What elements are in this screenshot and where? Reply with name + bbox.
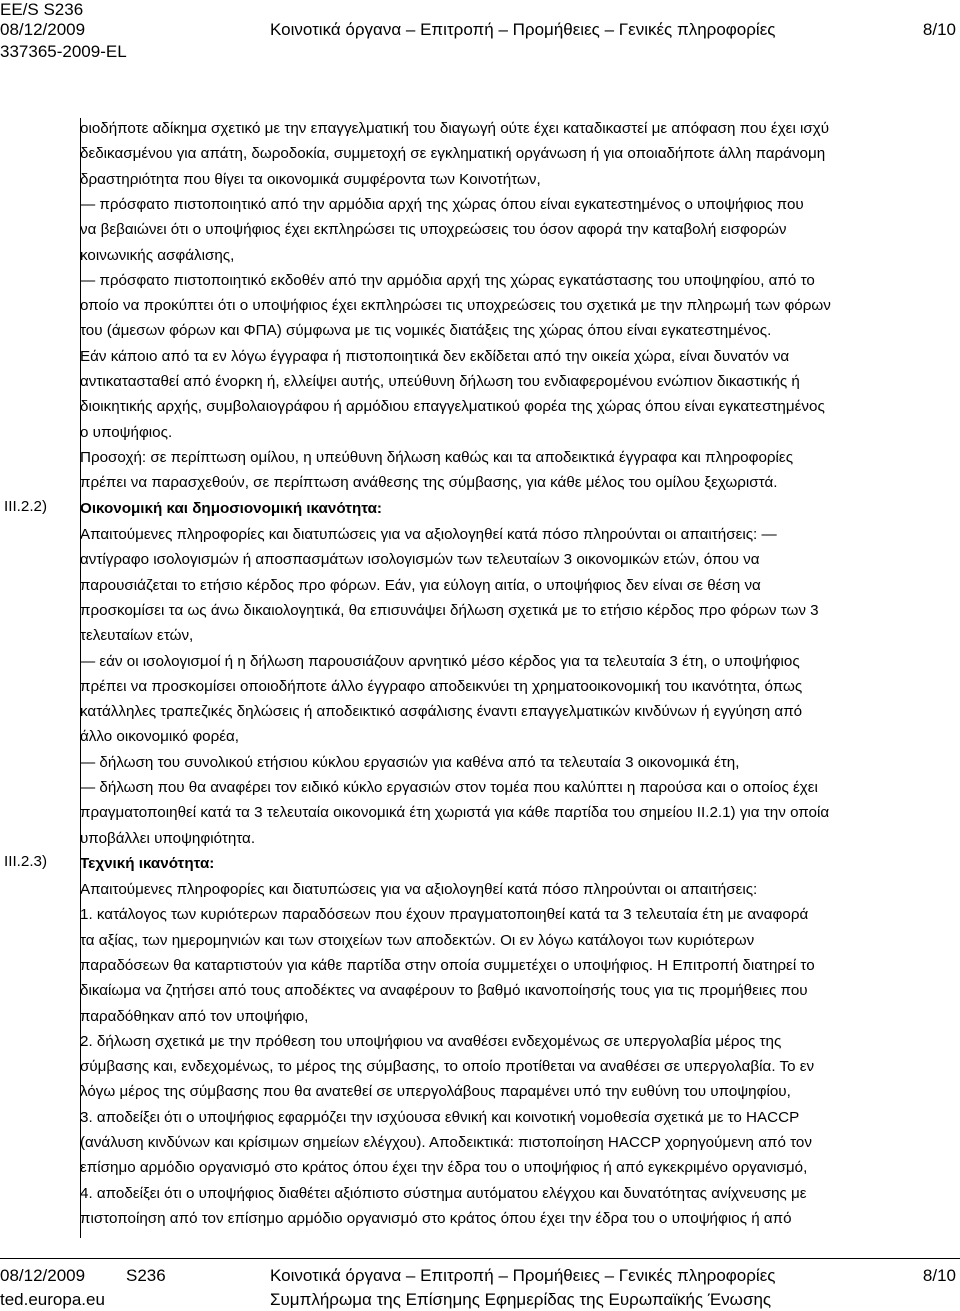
text-line: τα αξίας, των ημερομηνιών και των στοιχείων των αποδεκτών. Οι εν λόγω κατάλογοι των κυριότερων [80, 931, 755, 949]
text-line: Προσοχή: σε περίπτωση ομίλου, η υπεύθυνη δήλωση καθώς και τα αποδεικτικά έγγραφα και πληροφορίες [80, 448, 794, 466]
text-line: παραδόθηκαν από τον υποψήφιο, [80, 1007, 309, 1025]
footer-site: ted.europa.eu [0, 1290, 105, 1309]
text-line: — δήλωση που θα αναφέρει τον ειδικό κύκλο εργασιών στον τομέα που καλύπτει η παρούσα και ο οποίος έχει [80, 779, 818, 796]
text-line: λόγω μέρος της σύμβασης που θα ανατεθεί σε υπεργολάβους παραμένει υπό την ευθύνη του υποψηφίου, [80, 1083, 791, 1101]
text-line: αντίγραφο ισολογισμών ή αποσπασμάτων ισολογισμών των τελευταίων 3 οικονομικών ετών, όπου να [80, 551, 760, 569]
text-line: πρέπει να προσκομίσει οποιοδήποτε άλλο έγγραφο αποδεικνύει τη χρηματοοικονομική του ικανότητα, όπως [80, 677, 803, 695]
text-line: ο υποψήφιος. [80, 423, 173, 441]
text-line: 4. αποδείξει ότι ο υποψήφιος διαθέτει αξιόπιστο σύστημα αυτόματου ελέγχου και δυνατότητας ανίχνευσης με [80, 1184, 807, 1202]
text-line: σύμβασης και, ενδεχομένως, το μέρος της σύμβασης, το οποίο προτίθεται να αναθέσει σε υπεργολαβία. Το εν [80, 1058, 815, 1076]
text-line: τελευταίων ετών, [80, 627, 194, 645]
text-line: — πρόσφατο πιστοποιητικό από την αρμόδια αρχή της χώρας όπου είναι εγκατεστημένος ο υποψήφιος που [80, 195, 804, 213]
text-line: — δήλωση του συνολικού ετήσιου κύκλου εργασιών για καθένα από τα τελευταία 3 οικονομικά έτη, [80, 753, 740, 771]
doc-id: EE/S S236 [0, 0, 84, 19]
text-line: κοινωνικής ασφάλισης, [80, 246, 235, 264]
notice-number: 337365-2009-EL [0, 42, 127, 61]
text-line: άλλο οικονομικό φορέα, [80, 728, 240, 746]
text-line: δεδικασμένου για απάτη, δωροδοκία, συμμετοχή σε εγκληματική οργάνωση ή για οποιαδήποτε άλλη παράνομη [80, 145, 826, 163]
text-line: 1. κατάλογος των κυριότερων παραδόσεων που έχουν πραγματοποιηθεί κατά τα 3 τελευταία έτη με αναφορά [80, 906, 809, 924]
text-line: — εάν οι ισολογισμοί ή η δήλωση παρουσιάζουν αρνητικό μέσο κέρδος για τα τελευταία 3 έτη, ο υποψήφιος [80, 652, 800, 670]
text-line: πρέπει να παρασχεθούν, σε περίπτωση ανάθεσης της σύμβασης, για κάθε μέλος του ομίλου ξεχωριστά. [80, 474, 778, 492]
text-line: πιστοποίηση από τον επίσημο αρμόδιο οργανισμό στο κράτος όπου έχει την έδρα του ο υποψήφιος ή από [80, 1209, 792, 1227]
header-title: Κοινοτικά όργανα – Επιτροπή – Προμήθειες – Γενικές πληροφορίες [270, 20, 776, 39]
section-number-iii-2-3: III.2.3) [4, 853, 48, 870]
text-line: παρουσιάζεται το ετήσιο κέρδος προ φόρων. Εάν, για εύλογη αιτία, ο υποψήφιος δεν είναι σε θέση να [80, 576, 761, 594]
section-heading-financial: Οικονομική και δημοσιονομική ικανότητα: [80, 500, 382, 517]
text-line: 3. αποδείξει ότι ο υποψήφιος εφαρμόζει την ισχύουσα εθνική και κοινοτική νομοθεσία σχετικά με το HACCP [80, 1108, 800, 1126]
text-line: παραδόσεων θα καταρτιστούν για κάθε παρτίδα στην οποία συμμετέχει ο υποψήφιος. Η Επιτροπή διατηρεί το [80, 956, 815, 974]
footer-page-number: 8/10 [922, 1266, 956, 1285]
text-line: να βεβαιώνει ότι ο υποψήφιος έχει εκπληρώσει τις υποχρεώσεις του όσον αφορά την καταβολή εισφορών [80, 221, 787, 239]
text-line: διοικητικής αρχής, συμβολαιογράφου ή αρμόδιου επαγγελματικού φορέα της χώρας όπου είναι εγκατεστημένος [80, 398, 825, 416]
text-line: Απαιτούμενες πληροφορίες και διατυπώσεις για να αξιολογηθεί κατά πόσο πληρούνται οι απαιτήσεις: — [80, 526, 777, 543]
text-line: αντικατασταθεί από ένορκη ή, ελλείψει αυτής, υπεύθυνη δήλωση του ενδιαφερομένου ενώπιον δικαστικής ή [80, 373, 800, 390]
footer-divider [0, 1258, 960, 1259]
text-line: Εάν κάποιο από τα εν λόγω έγγραφα ή πιστοποιητικά δεν εκδίδεται από την οικεία χώρα, είναι δυνατόν να [80, 347, 790, 365]
text-line: προσκομίσει τα ως άνω δικαιολογητικά, θα επισυνάψει δήλωση σχετικά με το ετήσιο κέρδος προ φόρων των 3 [80, 601, 819, 619]
text-line: δραστηριότητα που θίγει τα οικονομικά συμφέροντα των Κοινοτήτων, [80, 170, 541, 188]
text-line: του (άμεσων φόρων και ΦΠΑ) σύμφωνα με τις νομικές διατάξεις της χώρας όπου είναι εγκατεστημένος. [80, 322, 772, 340]
footer-date: 08/12/2009 [0, 1266, 86, 1285]
section-number-iii-2-2: III.2.2) [4, 498, 48, 515]
text-line: οποίο να προκύπτει ότι ο υποψήφιος έχει εκπληρώσει τις υποχρεώσεις του σχετικά με την πληρωμή των φόρων [80, 297, 831, 315]
text-line: πραγματοποιηθεί κατά τα 3 τελευταία οικονομικά έτη χωριστά για κάθε παρτίδα του σημείου II.2.1) για την οποία [80, 804, 830, 822]
text-line: δικαίωμα να ζητήσει από τους αποδέκτες να αναφέρουν το βαθμό ικανοποίησής τους για τις προμήθειες που [80, 982, 808, 1000]
header-date: 08/12/2009 [0, 20, 86, 39]
text-line: (ανάλυση κινδύνων και κρίσιμων σημείων ελέγχου). Αποδεικτικά: πιστοποίηση HACCP χορηγούμενη από τον [80, 1134, 812, 1151]
header-page-number: 8/10 [922, 20, 956, 39]
text-line: υποβάλλει υποψηφιότητα. [80, 829, 256, 847]
text-line: Απαιτούμενες πληροφορίες και διατυπώσεις για να αξιολογηθεί κατά πόσο πληρούνται οι απαιτήσεις: [80, 881, 758, 898]
footer-title: Κοινοτικά όργανα – Επιτροπή – Προμήθειες – Γενικές πληροφορίες [270, 1266, 776, 1285]
footer-doc: S236 [126, 1266, 166, 1285]
text-line: 2. δήλωση σχετικά με την πρόθεση του υποψήφιου να αναθέσει ενδεχομένως σε υπεργολαβία μέρος της [80, 1032, 782, 1050]
text-line: επίσημο αρμόδιο οργανισμό στο κράτος όπου έχει την έδρα του ο υποψήφιος ή από εγκεκριμένο οργανισμό, [80, 1159, 808, 1177]
section-heading-technical: Τεχνική ικανότητα: [80, 855, 215, 872]
footer-supplement: Συμπλήρωμα της Επίσημης Εφημερίδας της Ευρωπαϊκής Ένωσης [270, 1290, 772, 1309]
text-line: οιοδήποτε αδίκημα σχετικό με την επαγγελματική του διαγωγή ούτε έχει καταδικαστεί με απόφαση που έχει ισχύ [80, 120, 830, 137]
text-line: — πρόσφατο πιστοποιητικό εκδοθέν από την αρμόδια αρχή της χώρας εγκατάστασης του υποψηφίου, από το [80, 271, 815, 289]
text-line: κατάλληλες τραπεζικές δηλώσεις ή αποδεικτικό ασφάλισης έναντι επαγγελματικών κινδύνων ή εγγύηση από [80, 703, 803, 721]
